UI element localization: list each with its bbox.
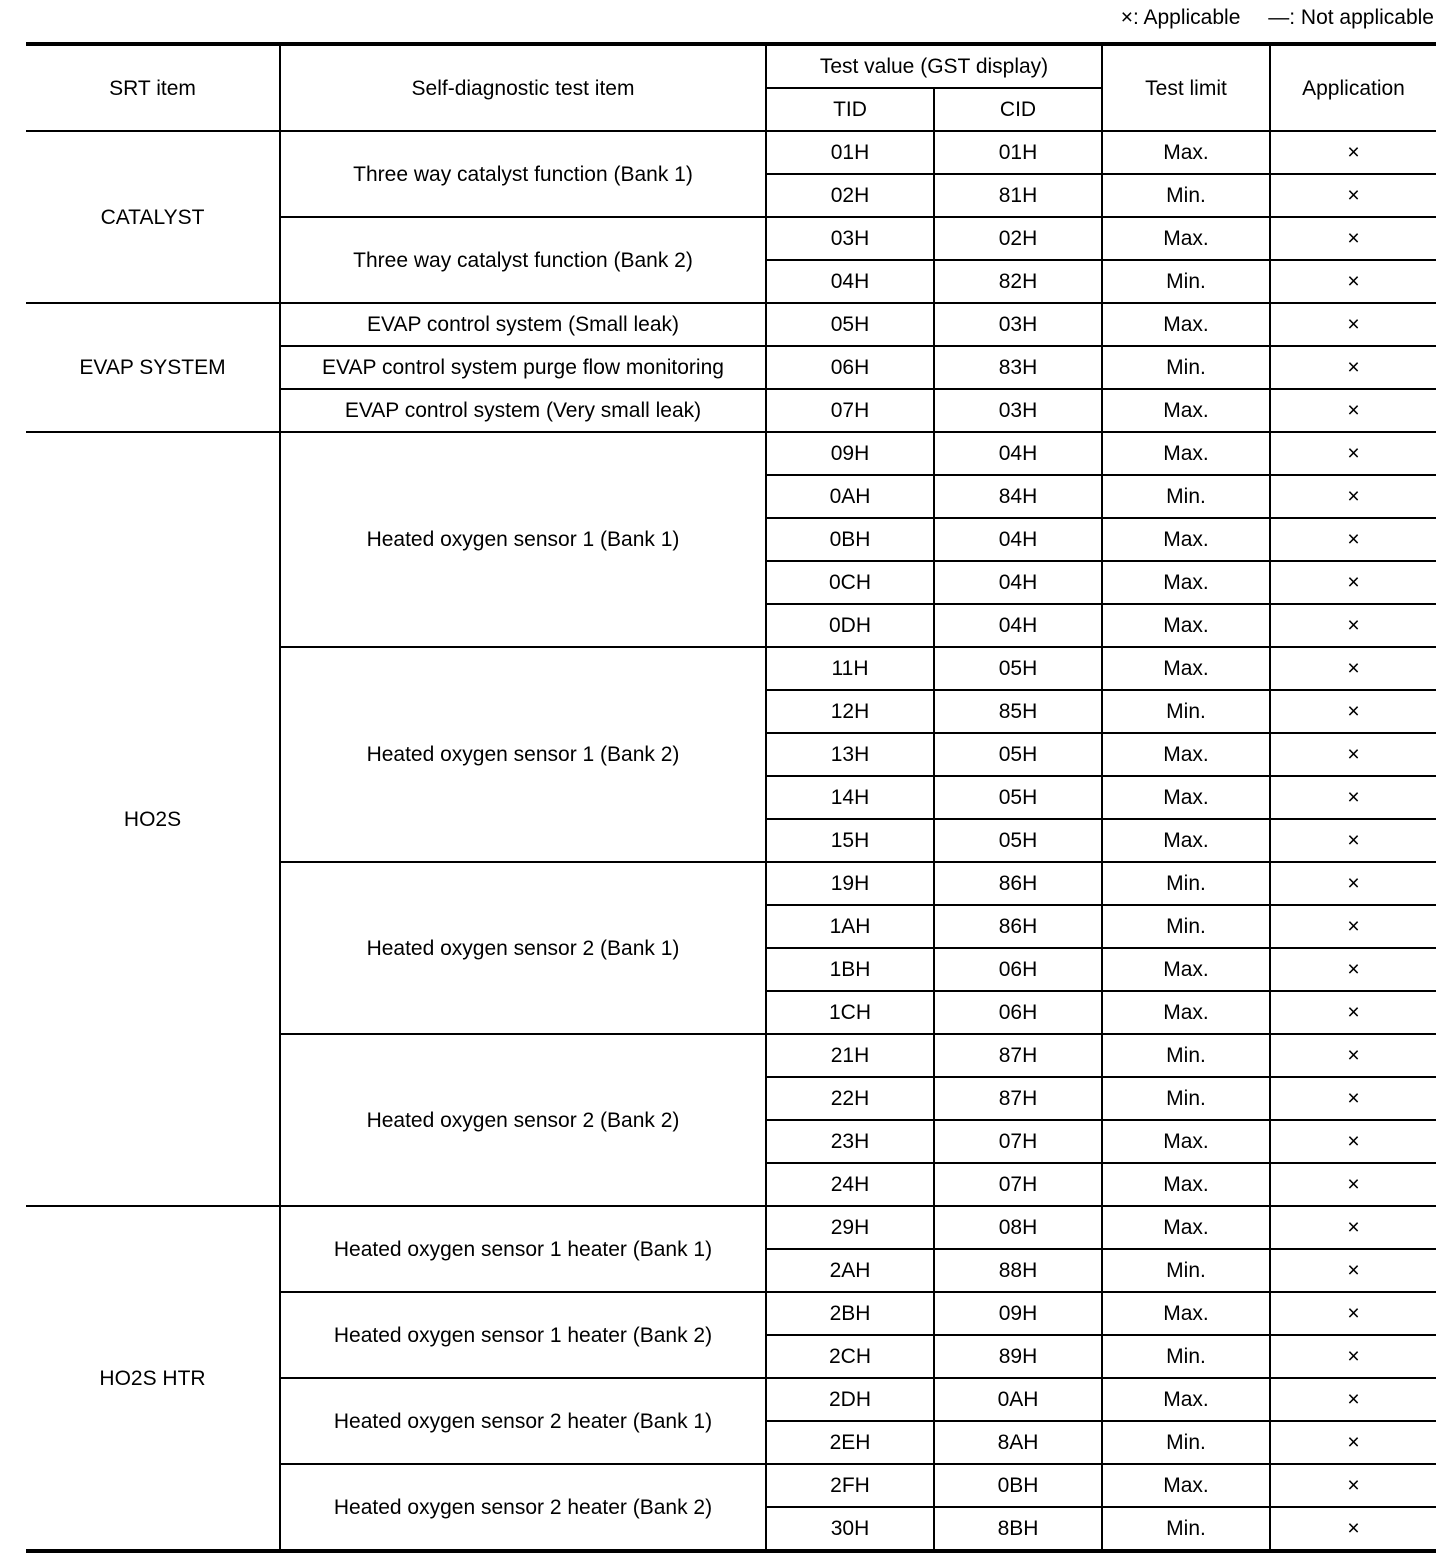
cid-cell: 8BH (934, 1507, 1102, 1551)
cid-cell: 06H (934, 991, 1102, 1034)
legend-applicable: ×: Applicable (1120, 6, 1241, 29)
application-cell: × (1270, 1507, 1436, 1551)
application-cell: × (1270, 389, 1436, 432)
application-cell: × (1270, 690, 1436, 733)
test-limit-cell: Max. (1102, 1292, 1270, 1335)
srt-item-cell: CATALYST (26, 131, 280, 303)
application-cell: × (1270, 1077, 1436, 1120)
test-item-cell: Heated oxygen sensor 2 heater (Bank 1) (280, 1378, 766, 1464)
header-row (26, 44, 1436, 88)
test-item-cell: Heated oxygen sensor 1 (Bank 1) (280, 432, 766, 647)
header-self-diagnostic-item: Self-diagnostic test item (280, 44, 766, 131)
cid-cell: 85H (934, 690, 1102, 733)
tid-cell: 1BH (766, 948, 934, 991)
table-row (26, 432, 1436, 475)
test-limit-cell: Min. (1102, 862, 1270, 905)
application-cell: × (1270, 604, 1436, 647)
application-cell: × (1270, 776, 1436, 819)
tid-cell: 02H (766, 174, 934, 217)
cid-cell: 02H (934, 217, 1102, 260)
tid-cell: 14H (766, 776, 934, 819)
cid-cell: 88H (934, 1249, 1102, 1292)
cid-cell: 04H (934, 432, 1102, 475)
application-cell: × (1270, 1335, 1436, 1378)
test-limit-cell: Min. (1102, 1034, 1270, 1077)
application-cell: × (1270, 991, 1436, 1034)
table-row (26, 303, 1436, 346)
tid-cell: 06H (766, 346, 934, 389)
test-item-cell: Heated oxygen sensor 1 heater (Bank 2) (280, 1292, 766, 1378)
tid-cell: 2AH (766, 1249, 934, 1292)
test-item-cell: Heated oxygen sensor 2 (Bank 2) (280, 1034, 766, 1206)
cid-cell: 86H (934, 905, 1102, 948)
tid-cell: 2CH (766, 1335, 934, 1378)
cid-cell: 09H (934, 1292, 1102, 1335)
tid-cell: 29H (766, 1206, 934, 1249)
tid-cell: 07H (766, 389, 934, 432)
test-item-cell: EVAP control system (Small leak) (280, 303, 766, 346)
cid-cell: 87H (934, 1077, 1102, 1120)
application-cell: × (1270, 432, 1436, 475)
application-cell: × (1270, 1464, 1436, 1507)
cid-cell: 86H (934, 862, 1102, 905)
test-limit-cell: Min. (1102, 690, 1270, 733)
tid-cell: 05H (766, 303, 934, 346)
application-cell: × (1270, 475, 1436, 518)
table-row (26, 131, 1436, 174)
tid-cell: 1CH (766, 991, 934, 1034)
test-limit-cell: Min. (1102, 1507, 1270, 1551)
test-limit-cell: Max. (1102, 733, 1270, 776)
table-row (26, 1206, 1436, 1249)
tid-cell: 19H (766, 862, 934, 905)
test-item-cell: Heated oxygen sensor 1 (Bank 2) (280, 647, 766, 862)
cid-cell: 05H (934, 733, 1102, 776)
test-limit-cell: Max. (1102, 1378, 1270, 1421)
application-cell: × (1270, 647, 1436, 690)
tid-cell: 0AH (766, 475, 934, 518)
application-cell: × (1270, 1120, 1436, 1163)
cid-cell: 03H (934, 389, 1102, 432)
tid-cell: 22H (766, 1077, 934, 1120)
cid-cell: 05H (934, 647, 1102, 690)
cid-cell: 07H (934, 1120, 1102, 1163)
test-limit-cell: Max. (1102, 604, 1270, 647)
test-limit-cell: Min. (1102, 1421, 1270, 1464)
test-limit-cell: Max. (1102, 991, 1270, 1034)
cid-cell: 07H (934, 1163, 1102, 1206)
srt-item-cell: HO2S HTR (26, 1206, 280, 1551)
test-limit-cell: Max. (1102, 131, 1270, 174)
header-srt-item: SRT item (26, 44, 280, 131)
application-cell: × (1270, 1249, 1436, 1292)
cid-cell: 82H (934, 260, 1102, 303)
cid-cell: 84H (934, 475, 1102, 518)
application-cell: × (1270, 346, 1436, 389)
tid-cell: 11H (766, 647, 934, 690)
cid-cell: 0AH (934, 1378, 1102, 1421)
test-limit-cell: Max. (1102, 1206, 1270, 1249)
application-cell: × (1270, 260, 1436, 303)
test-limit-cell: Max. (1102, 217, 1270, 260)
cid-cell: 89H (934, 1335, 1102, 1378)
test-limit-cell: Min. (1102, 1077, 1270, 1120)
tid-cell: 0DH (766, 604, 934, 647)
tid-cell: 09H (766, 432, 934, 475)
srt-item-cell: HO2S (26, 432, 280, 1206)
application-cell: × (1270, 862, 1436, 905)
application-cell: × (1270, 1421, 1436, 1464)
test-limit-cell: Max. (1102, 518, 1270, 561)
test-limit-cell: Max. (1102, 389, 1270, 432)
application-cell: × (1270, 217, 1436, 260)
tid-cell: 2FH (766, 1464, 934, 1507)
legend (1121, 6, 1434, 30)
header-cid: CID (934, 88, 1102, 131)
cid-cell: 04H (934, 604, 1102, 647)
test-limit-cell: Min. (1102, 905, 1270, 948)
header-test-value: Test value (GST display) (766, 44, 1102, 88)
application-cell: × (1270, 174, 1436, 217)
tid-cell: 24H (766, 1163, 934, 1206)
application-cell: × (1270, 131, 1436, 174)
table-body (26, 131, 1436, 1551)
application-cell: × (1270, 518, 1436, 561)
tid-cell: 04H (766, 260, 934, 303)
application-cell: × (1270, 948, 1436, 991)
application-cell: × (1270, 561, 1436, 604)
cid-cell: 03H (934, 303, 1102, 346)
test-limit-cell: Max. (1102, 819, 1270, 862)
tid-cell: 2BH (766, 1292, 934, 1335)
application-cell: × (1270, 1163, 1436, 1206)
test-limit-cell: Min. (1102, 1335, 1270, 1378)
cid-cell: 8AH (934, 1421, 1102, 1464)
tid-cell: 30H (766, 1507, 934, 1551)
application-cell: × (1270, 1292, 1436, 1335)
tid-cell: 21H (766, 1034, 934, 1077)
legend-not-applicable: —: Not applicable (1268, 6, 1434, 29)
test-limit-cell: Min. (1102, 260, 1270, 303)
tid-cell: 23H (766, 1120, 934, 1163)
test-limit-cell: Max. (1102, 561, 1270, 604)
cid-cell: 05H (934, 819, 1102, 862)
test-limit-cell: Max. (1102, 647, 1270, 690)
test-item-cell: Three way catalyst function (Bank 2) (280, 217, 766, 303)
cid-cell: 06H (934, 948, 1102, 991)
test-item-cell: EVAP control system (Very small leak) (280, 389, 766, 432)
cid-cell: 01H (934, 131, 1102, 174)
test-item-cell: Heated oxygen sensor 2 (Bank 1) (280, 862, 766, 1034)
tid-cell: 2EH (766, 1421, 934, 1464)
application-cell: × (1270, 733, 1436, 776)
test-limit-cell: Max. (1102, 948, 1270, 991)
tid-cell: 1AH (766, 905, 934, 948)
tid-cell: 13H (766, 733, 934, 776)
test-limit-cell: Min. (1102, 475, 1270, 518)
test-limit-cell: Max. (1102, 1163, 1270, 1206)
header-test-limit: Test limit (1102, 44, 1270, 131)
cid-cell: 08H (934, 1206, 1102, 1249)
test-limit-cell: Min. (1102, 346, 1270, 389)
test-limit-cell: Max. (1102, 303, 1270, 346)
cid-cell: 04H (934, 561, 1102, 604)
application-cell: × (1270, 1206, 1436, 1249)
test-item-cell: Heated oxygen sensor 2 heater (Bank 2) (280, 1464, 766, 1551)
tid-cell: 12H (766, 690, 934, 733)
header-tid: TID (766, 88, 934, 131)
application-cell: × (1270, 1378, 1436, 1421)
cid-cell: 83H (934, 346, 1102, 389)
cid-cell: 05H (934, 776, 1102, 819)
test-limit-cell: Min. (1102, 174, 1270, 217)
header-application: Application (1270, 44, 1436, 131)
application-cell: × (1270, 905, 1436, 948)
application-cell: × (1270, 303, 1436, 346)
cid-cell: 81H (934, 174, 1102, 217)
tid-cell: 03H (766, 217, 934, 260)
test-limit-cell: Min. (1102, 1249, 1270, 1292)
test-item-cell: EVAP control system purge flow monitoring (280, 346, 766, 389)
tid-cell: 01H (766, 131, 934, 174)
test-item-cell: Three way catalyst function (Bank 1) (280, 131, 766, 217)
application-cell: × (1270, 1034, 1436, 1077)
tid-cell: 0CH (766, 561, 934, 604)
test-limit-cell: Max. (1102, 776, 1270, 819)
cid-cell: 0BH (934, 1464, 1102, 1507)
srt-table (26, 42, 1436, 1553)
test-limit-cell: Max. (1102, 1120, 1270, 1163)
cid-cell: 04H (934, 518, 1102, 561)
cid-cell: 87H (934, 1034, 1102, 1077)
test-limit-cell: Max. (1102, 1464, 1270, 1507)
test-limit-cell: Max. (1102, 432, 1270, 475)
tid-cell: 0BH (766, 518, 934, 561)
application-cell: × (1270, 819, 1436, 862)
tid-cell: 15H (766, 819, 934, 862)
srt-item-cell: EVAP SYSTEM (26, 303, 280, 432)
test-item-cell: Heated oxygen sensor 1 heater (Bank 1) (280, 1206, 766, 1292)
tid-cell: 2DH (766, 1378, 934, 1421)
